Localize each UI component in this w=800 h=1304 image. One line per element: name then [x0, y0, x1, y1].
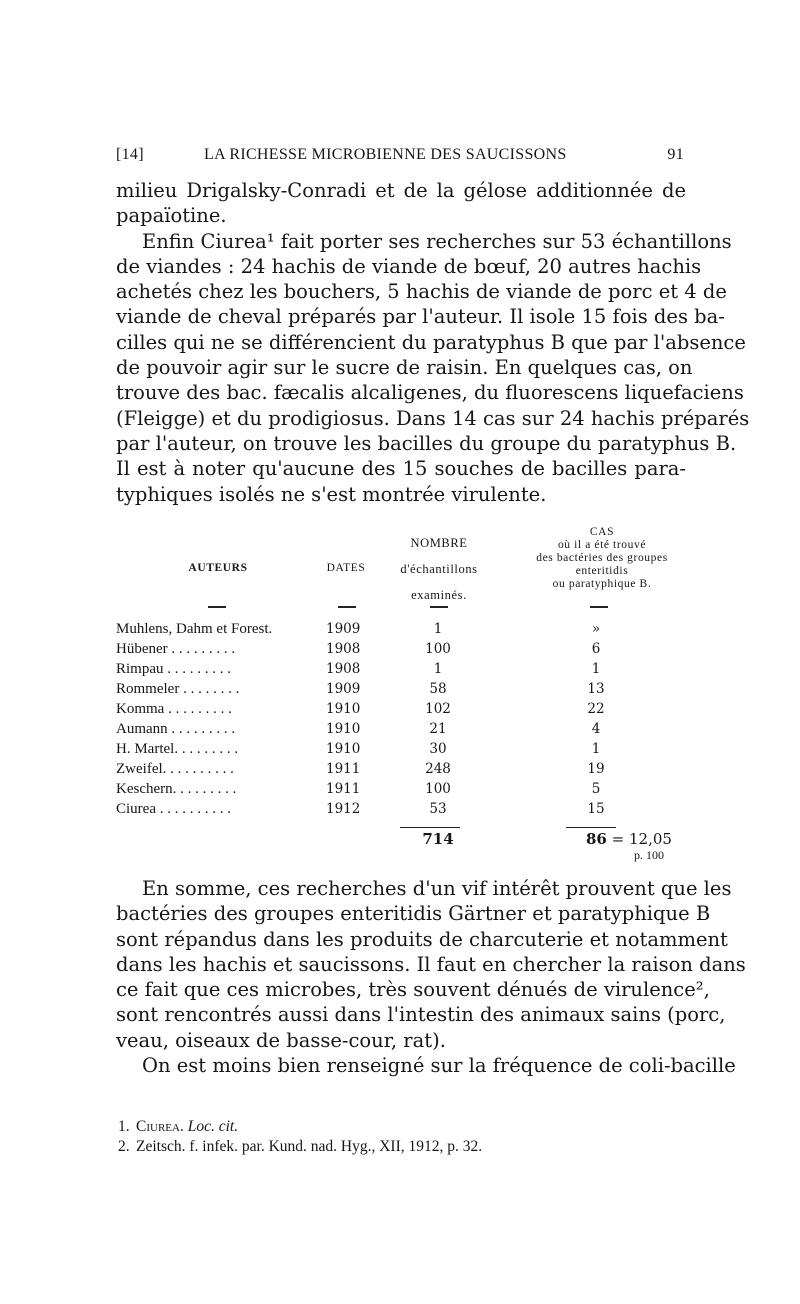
cell-date: 1909: [326, 681, 361, 697]
cell-date: 1909: [326, 621, 361, 637]
header-cases-line: enteritidis: [575, 565, 629, 577]
header-cases-line: CAS: [589, 526, 615, 538]
footnote-number: 2.: [118, 1138, 130, 1155]
cell-count: 30: [429, 741, 447, 757]
cell-author: Ciurea . . . . . . . . . .: [116, 801, 231, 817]
total-rule: [400, 827, 460, 828]
cell-count: 53: [429, 801, 447, 817]
running-head-page-ref: [14]: [116, 146, 144, 163]
footnote: [116, 1117, 686, 1137]
text-line: sont rencontrés aussi dans l'intestin des animaux sains (porc,: [116, 1003, 726, 1027]
text-line: cilles qui ne se différencient du paratyphus B que par l'absence: [116, 330, 746, 354]
running-head-title: LA RICHESSE MICROBIENNE DES SAUCISSONS: [204, 146, 567, 163]
cell-author: Hübener . . . . . . . . .: [116, 641, 236, 657]
cell-author: Zweifel. . . . . . . . . .: [116, 761, 234, 777]
header-count-line: NOMBRE: [410, 536, 468, 550]
cell-date: 1911: [326, 781, 361, 797]
cell-count: 1: [433, 621, 443, 637]
header-authors: AUTEURS: [188, 562, 248, 574]
cell-count: 58: [429, 681, 447, 697]
footnote-text: Zeitsch. f. infek. par. Kund. nad. Hyg., XII, 1912, p. 32.: [136, 1138, 483, 1155]
table-row: [116, 699, 696, 719]
text-line: de pouvoir agir sur le sucre de raisin. En quelques cas, on: [116, 356, 693, 380]
cell-cases: 13: [587, 681, 605, 697]
text-line: veau, oiseaux de basse-cour, rat).: [116, 1028, 446, 1052]
text-line: Enfin Ciurea¹ fait porter ses recherches sur 53 échantillons: [142, 229, 732, 253]
table-row: [116, 759, 696, 779]
header-cases-line: où il a été trouvé: [557, 539, 647, 551]
text-line: trouve des bac. fæcalis alcaligenes, du fluorescens liquefaciens: [116, 381, 744, 405]
cell-count: 100: [425, 781, 451, 797]
total-percent: = 12,05: [611, 830, 672, 848]
table-row: [116, 779, 696, 799]
cell-count: 1: [433, 661, 443, 677]
total-rule: [566, 827, 616, 828]
cell-count: 248: [425, 761, 451, 777]
body-text-top: [116, 178, 750, 507]
running-head: [116, 146, 684, 168]
cell-count: 100: [425, 641, 451, 657]
cell-author: Keschern. . . . . . . . .: [116, 781, 237, 797]
header-rule: [338, 606, 356, 608]
header-rule: [590, 606, 608, 608]
cell-cases: »: [591, 621, 601, 637]
total-percent-note: p. 100: [634, 848, 664, 862]
cell-date: 1911: [326, 761, 361, 777]
cell-author: H. Martel. . . . . . . . .: [116, 741, 239, 757]
table-row: [116, 739, 696, 759]
text-line: milieu Drigalsky-Conradi et de la gélose additionnée de: [116, 179, 686, 202]
cell-author: Aumann . . . . . . . . .: [116, 721, 236, 737]
cell-author: Muhlens, Dahm et Forest.: [116, 621, 273, 637]
text-line: bactéries des groupes enteritidis Gärtner et paratyphique B: [116, 902, 711, 926]
cell-cases: 19: [587, 761, 605, 777]
header-cases-line: des bactéries des groupes: [536, 552, 668, 564]
table-row: [116, 799, 696, 819]
footnotes: [116, 1117, 686, 1157]
footnote: [116, 1137, 686, 1157]
table-row: [116, 679, 696, 699]
cell-cases: 5: [591, 781, 601, 797]
header-cases-line: ou paratyphique B.: [552, 578, 652, 590]
cell-author: Rommeler . . . . . . . .: [116, 681, 240, 697]
text-line: achetés chez les bouchers, 5 hachis de viande de porc et 4 de: [116, 280, 727, 304]
cell-count: 102: [425, 701, 451, 717]
body-text-bottom: [116, 876, 746, 1078]
text-line: (Fleigge) et du prodigiosus. Dans 14 cas sur 24 hachis préparés: [116, 406, 750, 430]
text-line: papaïotine.: [116, 204, 227, 228]
header-count-line: d'échantillons: [400, 562, 478, 576]
text-line: dans les hachis et saucissons. Il faut en chercher la raison dans: [116, 952, 746, 976]
text-line: Il est à noter qu'aucune des 15 souches de bacilles para-: [116, 457, 686, 481]
total-cases-value: 86: [586, 830, 607, 848]
cell-cases: 1: [591, 741, 601, 757]
footnote-text: Loc. cit.: [183, 1118, 239, 1135]
text-line: ce fait que ces microbes, très souvent dénués de virulence²,: [116, 978, 710, 1002]
cell-cases: 22: [587, 701, 605, 717]
table-row: [116, 659, 696, 679]
text-line: sont répandus dans les produits de charcuterie et notamment: [116, 927, 728, 951]
cell-cases: 1: [591, 661, 601, 677]
cell-cases: 6: [591, 641, 601, 657]
cell-date: 1910: [326, 701, 361, 717]
cell-author: Komma . . . . . . . . .: [116, 701, 232, 717]
header-dates: DATES: [326, 562, 366, 574]
cell-cases: 15: [587, 801, 605, 817]
cell-date: 1910: [326, 721, 361, 737]
cell-date: 1908: [326, 661, 361, 677]
header-rule: [430, 606, 448, 608]
text-line: En somme, ces recherches d'un vif intérêt prouvent que les: [142, 877, 732, 900]
cell-date: 1912: [326, 801, 361, 817]
total-cases: [586, 830, 726, 848]
cell-date: 1908: [326, 641, 361, 657]
header-rule: [208, 606, 226, 608]
footnote-author: Ciurea.: [136, 1118, 184, 1135]
cell-count: 21: [429, 721, 447, 737]
text-line: par l'auteur, on trouve les bacilles du groupe du paratyphus B.: [116, 431, 737, 455]
table-row: [116, 619, 696, 639]
data-table: [116, 526, 696, 866]
text-line: On est moins bien renseigné sur la fréquence de coli-bacille: [142, 1054, 736, 1078]
text-line: viande de cheval préparés par l'auteur. Il isole 15 fois des ba-: [116, 305, 725, 329]
header-count: [380, 530, 498, 608]
footnote-number: 1.: [118, 1118, 130, 1135]
cell-cases: 4: [591, 721, 601, 737]
cell-author: Rimpau . . . . . . . . .: [116, 661, 231, 677]
header-count-line: examinés.: [411, 588, 467, 602]
total-count: 714: [422, 830, 454, 848]
table-row: [116, 639, 696, 659]
page-number: 91: [667, 146, 684, 163]
table-row: [116, 719, 696, 739]
cell-date: 1910: [326, 741, 361, 757]
header-cases: [504, 526, 700, 591]
text-line: typhiques isolés ne s'est montrée virulente.: [116, 482, 547, 506]
text-line: de viandes : 24 hachis de viande de bœuf, 20 autres hachis: [116, 254, 702, 278]
